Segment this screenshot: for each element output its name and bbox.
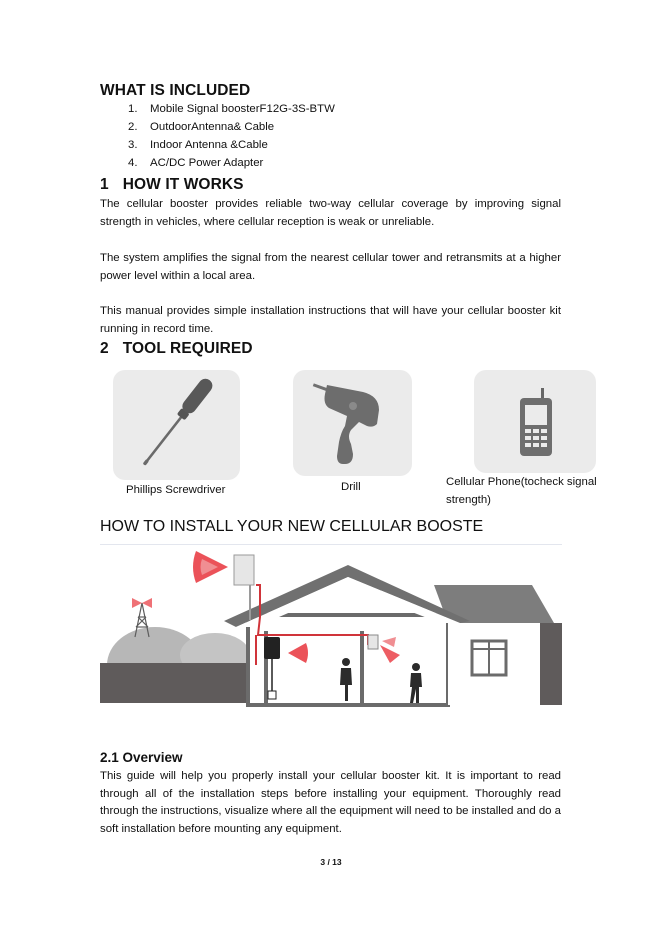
indoor-antenna-icon [368,635,378,649]
screwdriver-image [113,370,240,480]
booster-unit-icon [264,637,280,659]
section-number: 1 [100,176,109,193]
phone-icon [474,370,596,473]
drill-image [293,370,412,476]
drill-icon [293,370,412,476]
overview-paragraph: This guide will help you properly install your cellular booster kit. It is important to read through all of the installation steps before installing your equipment. Thoroughly read through the instructions, visualize where all the equipment will need to be installed and do a soft installation before mounting any equipment. [100,770,561,835]
how-it-works-paragraph-2: The system amplifies the signal from the nearest cellular tower and retransmits at a higher power level within a local area. [100,252,561,282]
included-list-item [128,139,268,151]
booster-installation-illustration [100,545,562,707]
list-number: 4. [128,157,138,169]
section-how-it-works-heading [100,176,244,194]
power-adapter-icon [268,691,276,699]
list-number: 3. [128,139,138,151]
list-text: AC/DC Power Adapter [150,157,264,169]
section-tool-required-heading [100,340,253,358]
page-number: 3 / 13 [320,857,342,867]
included-list-item [128,121,274,133]
phone-image [474,370,596,473]
install-heading: HOW TO INSTALL YOUR NEW CELLULAR BOOSTE [100,518,484,535]
list-number: 2. [128,121,138,133]
section-title: HOW IT WORKS [122,176,244,193]
included-heading: WHAT IS INCLUDED [100,82,251,99]
tower-signal-right [142,598,152,608]
section-title: TOOL REQUIRED [122,340,253,357]
screwdriver-icon [113,370,240,480]
tower-signal-left [132,598,142,608]
tool-caption-screwdriver: Phillips Screwdriver [126,484,226,496]
list-text: Mobile Signal boosterF12G-3S-BTW [150,103,335,115]
overview-heading: 2.1 Overview [100,750,183,765]
included-list-item [128,157,263,169]
tool-caption-phone: Cellular Phone(tocheck signal strength) [446,476,597,506]
included-list-item [128,103,335,115]
tool-caption-drill: Drill [341,481,361,493]
list-text: OutdoorAntenna& Cable [150,121,275,133]
outdoor-antenna-icon [234,555,254,585]
section-number: 2 [100,340,109,357]
list-number: 1. [128,103,138,115]
how-it-works-paragraph-3: This manual provides simple installation instructions that will have your cellular booster kit running in record time. [100,305,561,335]
list-text: Indoor Antenna &Cable [150,139,268,151]
how-it-works-paragraph-1: The cellular booster provides reliable two-way cellular coverage by improving signal strength in vehicles, where cellular reception is weak or unreliable. [100,198,561,228]
